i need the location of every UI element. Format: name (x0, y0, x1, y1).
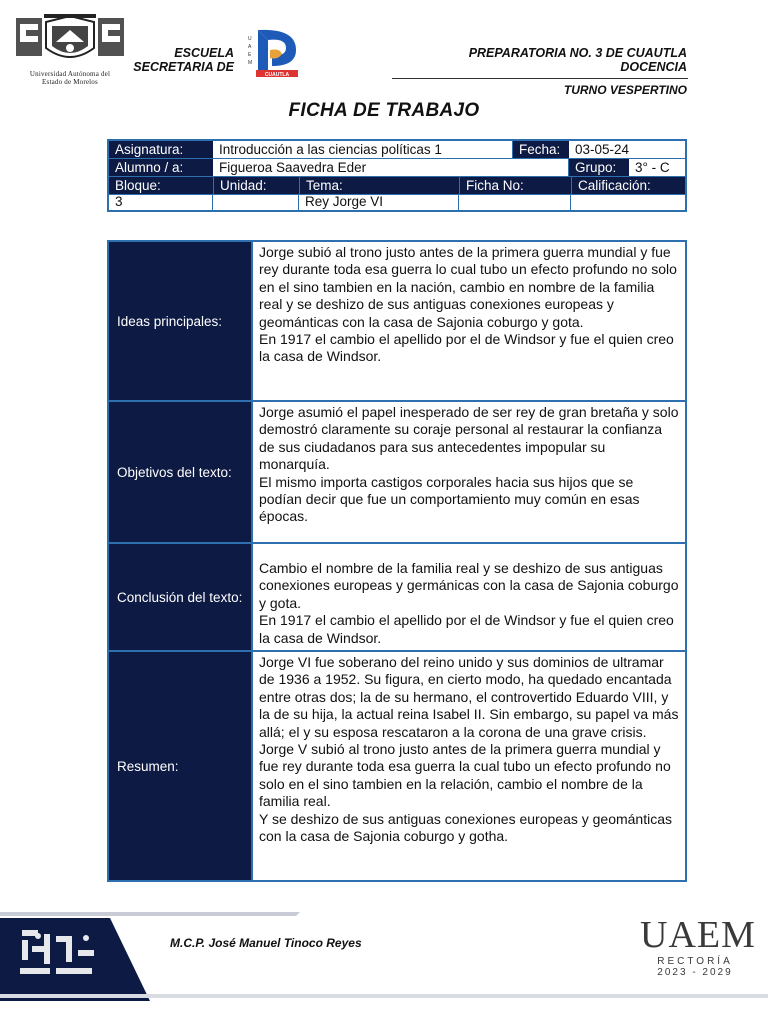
svg-text:A: A (248, 44, 252, 50)
ficha-label: Ficha No: (459, 177, 571, 194)
bloque-value: 3 (109, 195, 213, 210)
asignatura-label: Asignatura: (109, 141, 213, 158)
fecha-label: Fecha: (513, 141, 569, 158)
fecha-value: 03-05-24 (569, 141, 685, 158)
period-label: 2023 - 2029 (657, 967, 733, 978)
resumen-row (109, 652, 685, 880)
unidad-value (213, 195, 299, 210)
turno-label: TURNO VESPERTINO (563, 83, 687, 97)
objetivos-label: Objetivos del texto: (109, 402, 251, 542)
info-table (107, 139, 687, 212)
prepa-title: PREPARATORIA NO. 3 DE CUAUTLA DOCENCIA (468, 46, 687, 74)
asignatura-value: Introducción a las ciencias políticas 1 (213, 141, 513, 158)
unidad-label: Unidad: (213, 177, 299, 194)
rectoria-label: RECTORÍA (657, 956, 733, 967)
bloque-label: Bloque: (109, 177, 213, 194)
svg-text:U: U (248, 36, 252, 42)
grupo-value: 3° - C (629, 159, 685, 176)
objetivos-row (109, 402, 685, 542)
objetivos-text: Jorge asumió el papel inesperado de ser rey de gran bretaña y solo demostró claramente su coraje personal al restaurar la confianza de sus ciudadanos para sus antecedentes impopular su monarquía. El mismo importa castigos corporales hacia sus hijos que se podían decir que fue un comportamiento muy común en esas épocas. (251, 402, 685, 542)
alumno-label: Alumno / a: (109, 159, 213, 176)
prepa-emblem-icon (242, 26, 300, 80)
tema-value: Rey Jorge VI (299, 195, 459, 210)
uaem-rectoria-logo (640, 914, 756, 978)
conclusion-text: Cambio el nombre de la familia real y se deshizo de sus antiguas conexiones europeas y germánicas con la casa de Sajonia coburgo y gota. En 1917 el cambio el apellido por el de Windsor y fue el quien creo la casa de Windsor. (251, 544, 685, 650)
resumen-label: Resumen: (109, 652, 251, 880)
svg-text:E: E (248, 52, 252, 58)
content-table (107, 240, 687, 882)
svg-text:CUAUTLA: CUAUTLA (264, 72, 290, 78)
school-name: ESCUELA SECRETARIA DE (133, 46, 234, 74)
resumen-text: Jorge VI fue soberano del reino unido y sus dominios de ultramar de 1936 a 1952. Su figura, en cierto modo, ha quedado encantada entre otras dos; la de su hermano, el controvertido Eduardo VIII, y la de su hija, la actual reina Isabel II. Sin embargo, su papel va más allá; el y su esposa rescataron a la corona de una grave crisis. Jorge V subió al trono justo antes de la primera guerra mundial y fue rey durante toda esa guerra la cual tubo un efecto profundo no solo en el sino tambien en la relación, cambio el nombre de la familia real. Y se deshizo de sus antiguas conexiones europeas y geománticas con la casa de Sajonia coburgo y gotha. (251, 652, 685, 880)
ideas-row (109, 242, 685, 400)
calificacion-value (571, 195, 685, 210)
page-title: FICHA DE TRABAJO (288, 100, 480, 121)
prepa-logo (242, 26, 300, 80)
calificacion-label: Calificación: (571, 177, 685, 194)
grupo-label: Grupo: (569, 159, 629, 176)
alumno-value: Figueroa Saavedra Eder (213, 159, 569, 176)
uaem-word: UAEM (640, 914, 756, 956)
ficha-value (459, 195, 571, 210)
university-emblem-icon (14, 12, 126, 70)
svg-text:M: M (248, 60, 253, 66)
university-name-line1: Universidad Autónoma del (29, 70, 111, 78)
conclusion-row (109, 544, 685, 650)
uaem-university-logo (14, 12, 126, 90)
university-name-line2: Estado de Morelos (42, 78, 98, 86)
ideas-text: Jorge subió al trono justo antes de la primera guerra mundial y fue rey durante toda esa guerra lo cual tubo un efecto profundo no solo en el sino tambien en la nación, cambio en nombre de la familia real y se deshizo de sus antiguas conexiones europeas y geománticas con la casa de Sajonia coburgo y gota. En 1917 el cambio el apellido por el de Windsor y fue el quien creo la casa de Windsor. (251, 242, 685, 400)
conclusion-label: Conclusión del texto: (109, 544, 251, 650)
tema-label: Tema: (299, 177, 459, 194)
header-divider (392, 78, 688, 79)
ideas-label: Ideas principales: (109, 242, 251, 400)
teacher-signature: M.C.P. José Manuel Tinoco Reyes (170, 936, 362, 950)
